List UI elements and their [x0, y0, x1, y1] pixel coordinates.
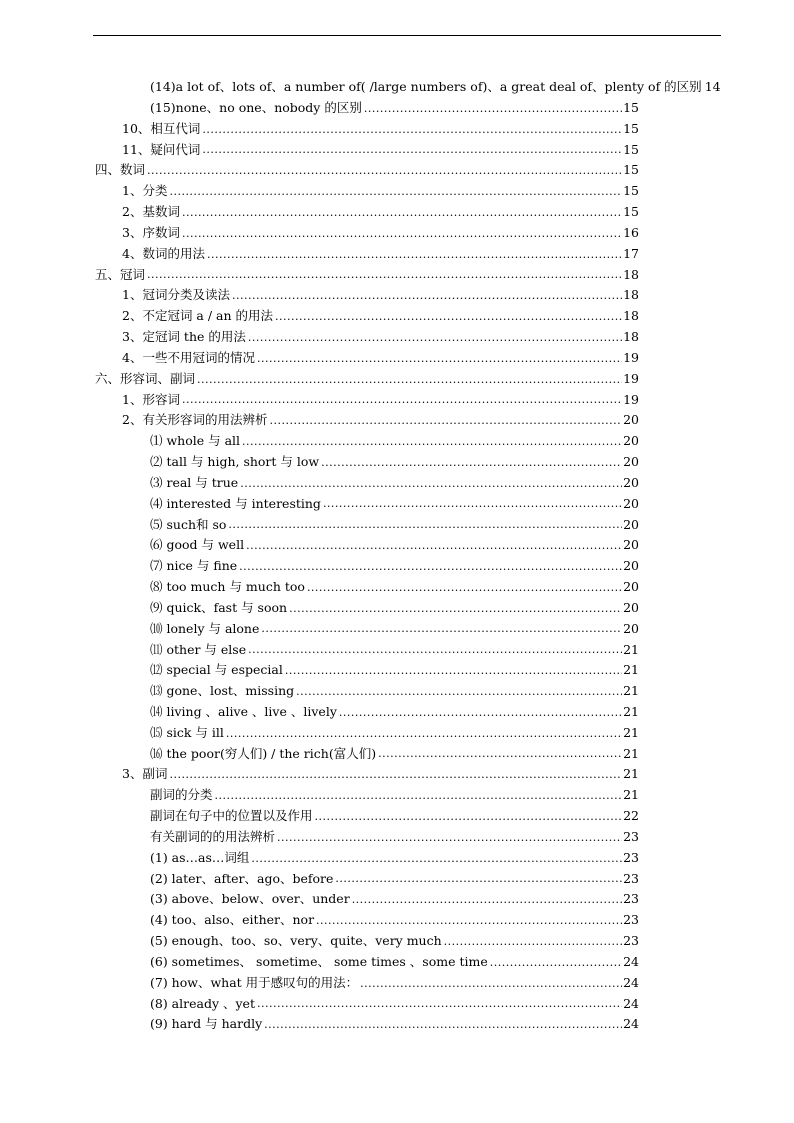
- toc-entry-page-number: 21: [623, 766, 639, 782]
- toc-entry-page-number: 19: [623, 391, 639, 407]
- toc-entry-label: 1、分类: [122, 183, 168, 199]
- toc-leader-dots: [228, 519, 622, 530]
- toc-entry-label: 4、一些不用冠词的情况: [122, 349, 255, 365]
- toc-entry[interactable]: [0, 244, 716, 265]
- toc-entry-label: ⒃ the poor(穷人们) / the rich(富人们): [150, 745, 377, 761]
- toc-entry[interactable]: [0, 619, 716, 640]
- toc-entry-label: ⑽ lonely 与 alone: [150, 620, 260, 636]
- toc-entry[interactable]: [0, 514, 716, 535]
- toc-entry-label: 11、疑问代词: [122, 141, 201, 157]
- toc-entry-page-number: 18: [623, 329, 639, 345]
- toc-entry[interactable]: [0, 348, 716, 369]
- toc-leader-dots: [251, 853, 622, 864]
- toc-leader-dots: [248, 332, 622, 343]
- toc-entry-label: 副词在句子中的位置以及作用: [150, 808, 313, 824]
- toc-leader-dots: [307, 582, 622, 593]
- toc-entry[interactable]: [0, 369, 716, 390]
- toc-leader-dots: [275, 311, 622, 322]
- toc-leader-dots: [339, 707, 622, 718]
- toc-entry-label: ⒁ living 、alive 、live 、lively: [150, 704, 337, 719]
- toc-entry[interactable]: [0, 931, 716, 952]
- toc-leader-dots: [316, 915, 622, 926]
- toc-leader-dots: [169, 769, 622, 780]
- toc-leader-dots: [147, 269, 622, 280]
- toc-entry[interactable]: [0, 264, 716, 285]
- toc-entry[interactable]: [0, 868, 716, 889]
- toc-leader-dots: [242, 436, 622, 447]
- toc-leader-dots: [147, 165, 622, 176]
- toc-entry[interactable]: [0, 744, 716, 765]
- toc-entry-label: (7) how、what 用于感叹句的用法：: [150, 974, 359, 990]
- toc-entry-label: ⑵ tall 与 high, short 与 low: [150, 454, 320, 470]
- toc-leader-dots: [323, 498, 622, 509]
- toc-entry-label: ⑸ such和 so: [150, 516, 227, 532]
- toc-entry-label: (8) already 、yet: [150, 995, 255, 1011]
- toc-leader-dots: [335, 873, 622, 884]
- toc-entry-label: 1、形容词: [122, 391, 180, 407]
- toc-entry[interactable]: [0, 285, 716, 306]
- toc-entry-page-number: 19: [623, 370, 639, 386]
- header-rule: [93, 35, 721, 36]
- toc-entry-page-number: 20: [623, 558, 639, 574]
- toc-entry-label: ⑾ other 与 else: [150, 641, 247, 657]
- toc-entry-page-number: 20: [623, 537, 639, 553]
- toc-leader-dots: [182, 207, 622, 218]
- toc-entry-page-number: 23: [623, 933, 639, 949]
- toc-entry-page-number: 15: [623, 162, 639, 178]
- toc-entry-page-number: 17: [623, 245, 639, 261]
- toc-entry[interactable]: [0, 639, 716, 660]
- toc-entry-label: 3、副词: [122, 766, 168, 782]
- toc-leader-dots: [226, 728, 622, 739]
- toc-entry-page-number: 23: [623, 849, 639, 865]
- toc-entry-page-number: 18: [623, 308, 639, 324]
- toc-entry-label: ⑼ quick、fast 与 soon: [150, 599, 288, 615]
- toc-leader-dots: [240, 478, 622, 489]
- toc-leader-dots: [215, 790, 623, 801]
- toc-entry[interactable]: [0, 119, 716, 140]
- table-of-contents: [0, 77, 794, 1035]
- toc-entry[interactable]: [0, 160, 716, 181]
- toc-entry-label: 2、基数词: [122, 204, 180, 220]
- toc-entry-page-number: 15: [623, 99, 639, 115]
- toc-leader-dots: [321, 457, 622, 468]
- toc-entry-page-number: 15: [623, 120, 639, 136]
- toc-entry-label: 有关副词的的用法辨析: [150, 828, 276, 844]
- toc-entry-page-number: 15: [623, 141, 639, 157]
- toc-leader-dots: [169, 186, 622, 197]
- toc-leader-dots: [315, 811, 623, 822]
- toc-entry-label: 10、相互代词: [122, 120, 201, 136]
- toc-entry[interactable]: [0, 993, 716, 1014]
- toc-entry-page-number: 24: [623, 995, 639, 1011]
- toc-entry[interactable]: [0, 1014, 716, 1035]
- toc-leader-dots: [257, 998, 622, 1009]
- toc-entry-label: 副词的分类: [150, 787, 213, 803]
- toc-entry[interactable]: [0, 556, 716, 577]
- toc-entry-page-number: 16: [623, 224, 639, 240]
- toc-leader-dots: [352, 894, 622, 905]
- toc-entry-label: (14)a lot of、lots of、a number of( /large numbers of)、a great deal of、plenty of 的区别: [150, 79, 702, 95]
- toc-entry[interactable]: [0, 494, 716, 515]
- toc-entry-label: ⑺ nice 与 fine: [150, 558, 238, 574]
- toc-leader-dots: [378, 748, 622, 759]
- toc-entry-page-number: 21: [623, 641, 639, 657]
- toc-entry[interactable]: [0, 660, 716, 681]
- toc-leader-dots: [296, 686, 622, 697]
- toc-entry-page-number: 23: [623, 891, 639, 907]
- toc-entry-page-number: 21: [623, 787, 639, 803]
- toc-entry[interactable]: [0, 910, 716, 931]
- toc-entry[interactable]: [0, 535, 716, 556]
- toc-entry[interactable]: [0, 723, 716, 744]
- toc-entry-page-number: 15: [623, 183, 639, 199]
- toc-entry[interactable]: [0, 827, 716, 848]
- toc-entry-page-number: 22: [623, 808, 639, 824]
- toc-leader-dots: [257, 353, 622, 364]
- toc-entry-page-number: 21: [623, 683, 639, 699]
- toc-entry-page-number: 21: [623, 662, 639, 678]
- toc-entry-page-number: 20: [623, 412, 639, 428]
- toc-entry-label: (4) too、also、either、nor: [150, 912, 315, 928]
- toc-entry-page-number: 23: [623, 912, 639, 928]
- toc-leader-dots: [202, 144, 622, 155]
- toc-entry-label: (9) hard 与 hardly: [150, 1016, 263, 1032]
- toc-entry[interactable]: [0, 952, 716, 973]
- toc-entry[interactable]: [0, 98, 716, 119]
- toc-leader-dots: [264, 1019, 622, 1030]
- toc-entry-page-number: 20: [623, 433, 639, 449]
- toc-entry-label: 五、冠词: [95, 266, 146, 282]
- toc-entry[interactable]: [0, 181, 716, 202]
- toc-leader-dots: [364, 103, 622, 114]
- toc-entry[interactable]: [0, 410, 716, 431]
- toc-entry-page-number: 20: [623, 516, 639, 532]
- toc-entry-page-number: 20: [623, 599, 639, 615]
- toc-entry-label: (1) as…as…词组: [150, 849, 250, 865]
- toc-entry[interactable]: [0, 223, 716, 244]
- toc-entry-page-number: 23: [623, 828, 639, 844]
- toc-entry[interactable]: [0, 598, 716, 619]
- toc-entry[interactable]: [0, 764, 716, 785]
- toc-entry-page-number: 14: [704, 79, 721, 95]
- toc-entry-label: ⑴ whole 与 all: [150, 433, 241, 449]
- toc-leader-dots: [202, 124, 622, 135]
- toc-entry[interactable]: [0, 202, 716, 223]
- toc-entry[interactable]: [0, 889, 716, 910]
- toc-entry-label: ⒀ gone、lost、missing: [150, 683, 295, 699]
- toc-entry-page-number: 15: [623, 204, 639, 220]
- toc-entry-label: ⑷ interested 与 interesting: [150, 495, 321, 511]
- toc-leader-dots: [182, 394, 622, 405]
- toc-entry-label: (3) above、below、over、under: [150, 891, 350, 907]
- toc-entry-page-number: 23: [623, 870, 639, 886]
- toc-entry[interactable]: [0, 327, 716, 348]
- toc-entry[interactable]: [0, 702, 716, 723]
- toc-leader-dots: [239, 561, 622, 572]
- toc-leader-dots: [248, 644, 622, 655]
- toc-entry-label: 3、定冠词 the 的用法: [122, 329, 246, 345]
- toc-entry[interactable]: [0, 806, 716, 827]
- toc-entry-page-number: 24: [623, 974, 639, 990]
- toc-entry[interactable]: [0, 473, 716, 494]
- toc-entry-page-number: 20: [623, 495, 639, 511]
- toc-entry-page-number: 24: [623, 953, 639, 969]
- toc-entry-label: (2) later、after、ago、before: [150, 870, 334, 886]
- toc-entry-page-number: 20: [623, 474, 639, 490]
- toc-entry-label: 3、序数词: [122, 224, 180, 240]
- toc-entry-label: 六、形容词、副词: [95, 370, 196, 386]
- toc-leader-dots: [285, 665, 622, 676]
- toc-entry-label: ⑶ real 与 true: [150, 474, 239, 490]
- toc-entry[interactable]: [0, 139, 716, 160]
- toc-entry-page-number: 20: [623, 579, 639, 595]
- toc-leader-dots: [207, 249, 622, 260]
- toc-entry[interactable]: [0, 681, 716, 702]
- toc-entry-page-number: 21: [623, 745, 639, 761]
- toc-entry-page-number: 19: [623, 349, 639, 365]
- toc-entry-page-number: 21: [623, 724, 639, 740]
- toc-leader-dots: [261, 623, 622, 634]
- toc-entry-label: 四、数词: [95, 162, 146, 178]
- toc-entry-page-number: 21: [623, 704, 639, 719]
- toc-leader-dots: [197, 374, 622, 385]
- toc-entry[interactable]: [0, 389, 716, 410]
- toc-leader-dots: [360, 978, 622, 989]
- toc-leader-dots: [182, 228, 622, 239]
- toc-entry-label: (5) enough、too、so、very、quite、very much: [150, 933, 442, 949]
- toc-entry-page-number: 24: [623, 1016, 639, 1032]
- toc-entry-label: (6) sometimes、 sometime、 some times 、some time: [150, 953, 488, 969]
- toc-entry-label: 1、冠词分类及读法: [122, 287, 230, 303]
- toc-entry[interactable]: [0, 785, 716, 806]
- toc-leader-dots: [246, 540, 622, 551]
- toc-entry[interactable]: [0, 848, 716, 869]
- toc-entry-label: ⒂ sick 与 ill: [150, 724, 224, 740]
- toc-entry-page-number: 20: [623, 620, 639, 636]
- toc-entry-label: ⑻ too much 与 much too: [150, 579, 305, 595]
- toc-entry-label: ⑿ special 与 especial: [150, 662, 283, 678]
- toc-entry[interactable]: [0, 452, 716, 473]
- toc-entry[interactable]: [0, 77, 721, 98]
- toc-entry[interactable]: [0, 577, 716, 598]
- toc-entry-label: 4、数词的用法: [122, 245, 205, 261]
- toc-entry-label: (15)none、no one、nobody 的区别: [150, 99, 362, 115]
- toc-leader-dots: [232, 290, 622, 301]
- toc-leader-dots: [277, 832, 622, 843]
- toc-entry-label: ⑹ good 与 well: [150, 537, 245, 553]
- toc-leader-dots: [444, 936, 622, 947]
- toc-entry-page-number: 18: [623, 266, 639, 282]
- toc-leader-dots: [289, 603, 622, 614]
- toc-leader-dots: [490, 957, 622, 968]
- toc-entry-page-number: 20: [623, 454, 639, 470]
- toc-leader-dots: [269, 415, 622, 426]
- toc-entry-label: 2、有关形容词的用法辨析: [122, 412, 268, 428]
- toc-entry[interactable]: [0, 973, 716, 994]
- toc-entry[interactable]: [0, 431, 716, 452]
- toc-entry-label: 2、不定冠词 a / an 的用法: [122, 308, 274, 324]
- toc-entry[interactable]: [0, 306, 716, 327]
- toc-entry-page-number: 18: [623, 287, 639, 303]
